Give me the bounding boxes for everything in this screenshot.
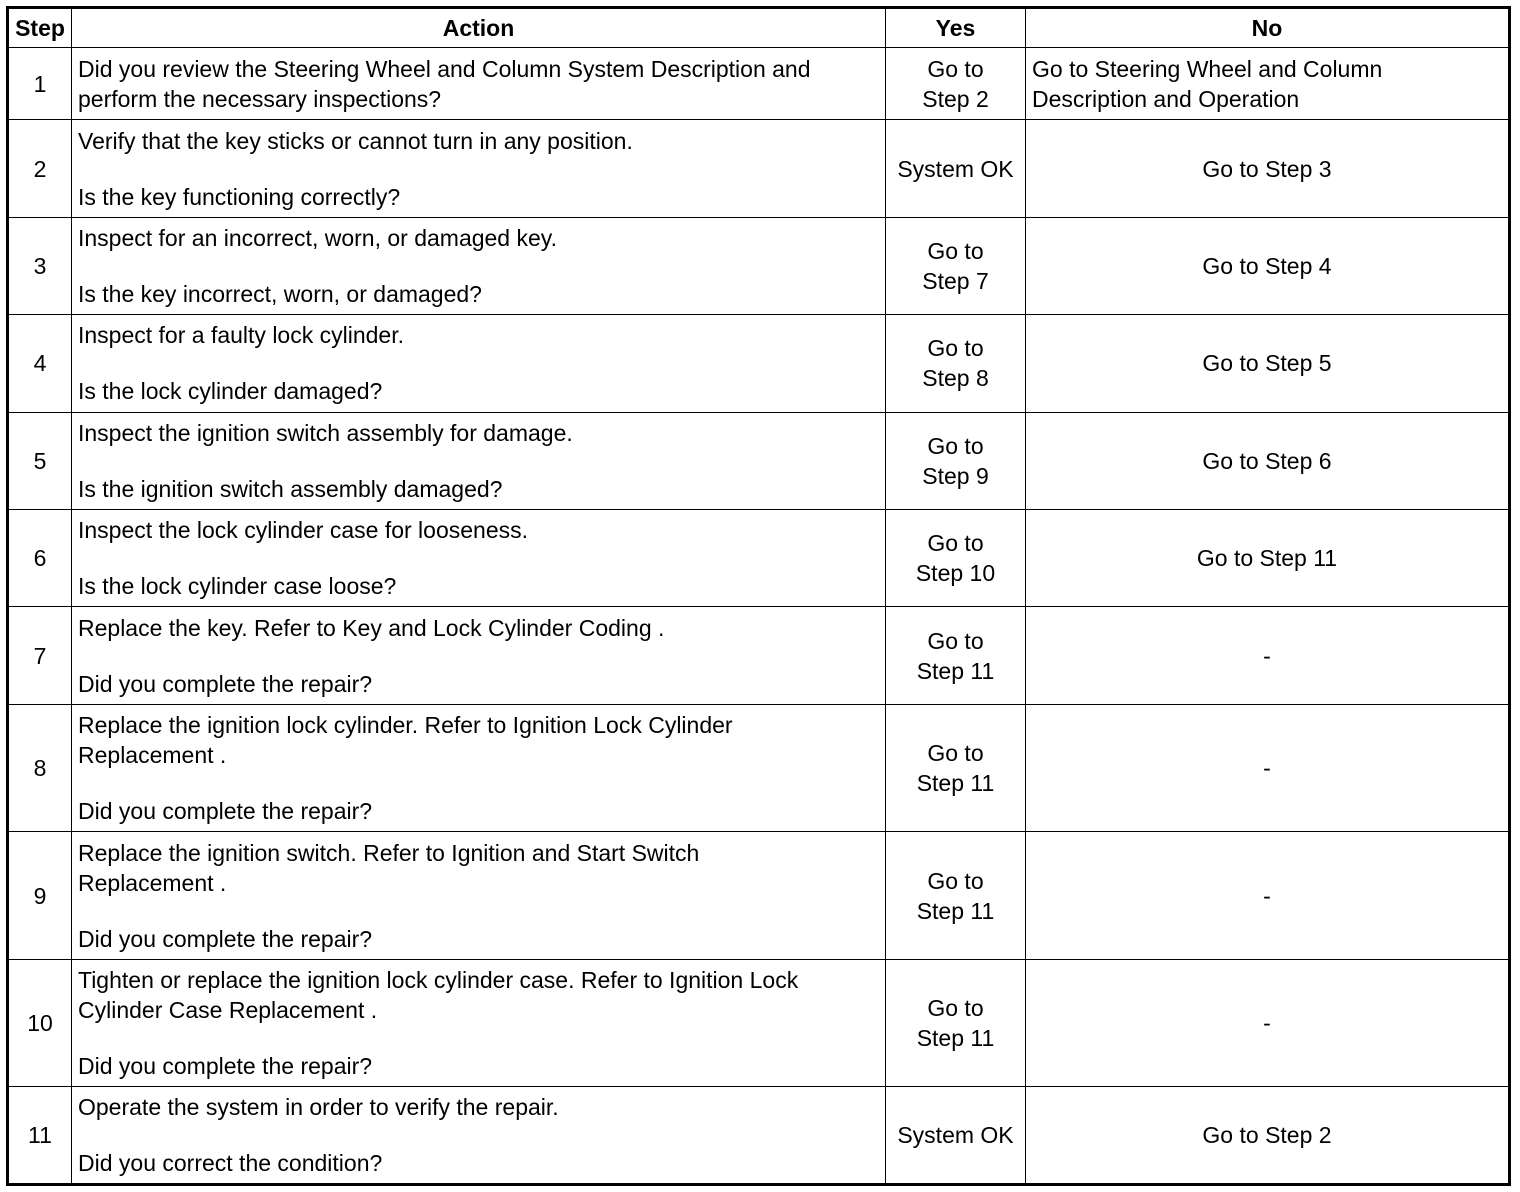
no-text: Go to Step 5 xyxy=(1202,350,1332,377)
no-cell xyxy=(1026,1087,1510,1185)
yes-text: Step 9 xyxy=(922,462,989,489)
yes-text: Go to xyxy=(927,867,984,894)
action-question: Is the ignition switch assembly damaged? xyxy=(78,475,503,502)
no-cell xyxy=(1026,607,1510,704)
yes-text: Step 11 xyxy=(916,897,995,924)
action-question: Did you correct the condition? xyxy=(78,1150,383,1177)
action-cell xyxy=(72,412,886,509)
table-row xyxy=(8,217,1510,314)
action-question: Is the lock cylinder damaged? xyxy=(78,378,383,405)
action-cell xyxy=(72,48,886,120)
action-text: Cylinder Case Replacement . xyxy=(78,997,378,1024)
action-text: perform the necessary inspections? xyxy=(78,85,442,112)
step-number: 10 xyxy=(8,959,72,1087)
table-row xyxy=(8,607,1510,704)
yes-cell xyxy=(886,704,1026,832)
no-text: - xyxy=(1263,642,1271,669)
action-cell xyxy=(72,704,886,832)
yes-text: Go to xyxy=(927,335,984,362)
action-cell xyxy=(72,120,886,217)
step-number: 4 xyxy=(8,315,72,412)
no-text: - xyxy=(1263,882,1271,909)
no-text: - xyxy=(1263,755,1271,782)
no-text: Description and Operation xyxy=(1032,85,1300,112)
action-question: Did you complete the repair? xyxy=(78,925,373,952)
no-text: Go to Steering Wheel and Column xyxy=(1032,55,1383,82)
diagnostic-table xyxy=(6,6,1511,1186)
action-text: Replacement . xyxy=(78,742,227,769)
action-text: Replace the ignition switch. Refer to Ignition and Start Switch xyxy=(78,839,700,866)
action-question: Did you complete the repair? xyxy=(78,670,373,697)
step-number: 2 xyxy=(8,120,72,217)
no-cell xyxy=(1026,412,1510,509)
no-text: Go to Step 3 xyxy=(1202,155,1332,182)
header-no: No xyxy=(1026,8,1510,48)
yes-text: Step 11 xyxy=(916,657,995,684)
yes-text: Step 11 xyxy=(916,1025,995,1052)
action-question: Did you complete the repair? xyxy=(78,1053,373,1080)
table-row xyxy=(8,412,1510,509)
no-text: Go to Step 11 xyxy=(1196,545,1338,572)
action-cell xyxy=(72,959,886,1087)
header-action: Action xyxy=(72,8,886,48)
yes-text: Go to xyxy=(927,740,984,767)
table-row xyxy=(8,1087,1510,1185)
yes-cell xyxy=(886,959,1026,1087)
action-cell xyxy=(72,607,886,704)
yes-text: Go to xyxy=(927,530,984,557)
action-text: Inspect for an incorrect, worn, or damaged key. xyxy=(78,224,557,251)
table-row xyxy=(8,510,1510,607)
yes-text: Step 8 xyxy=(922,365,989,392)
table-row xyxy=(8,48,1510,120)
table-row xyxy=(8,704,1510,832)
yes-cell xyxy=(886,412,1026,509)
yes-text: Go to xyxy=(927,995,984,1022)
step-number: 8 xyxy=(8,704,72,832)
action-text: Verify that the key sticks or cannot turn in any position. xyxy=(78,127,633,154)
table-row xyxy=(8,120,1510,217)
action-text: Replacement . xyxy=(78,869,227,896)
no-cell xyxy=(1026,48,1510,120)
step-number: 5 xyxy=(8,412,72,509)
action-text: Did you review the Steering Wheel and Column System Description and xyxy=(78,55,811,82)
no-cell xyxy=(1026,510,1510,607)
no-text: Go to Step 2 xyxy=(1202,1122,1332,1149)
action-cell xyxy=(72,217,886,314)
yes-text: Go to xyxy=(927,237,984,264)
no-cell xyxy=(1026,959,1510,1087)
yes-cell xyxy=(886,607,1026,704)
action-cell xyxy=(72,1087,886,1185)
action-text: Operate the system in order to verify the repair. xyxy=(78,1094,559,1121)
header-step: Step xyxy=(8,8,72,48)
no-cell xyxy=(1026,315,1510,412)
no-cell xyxy=(1026,704,1510,832)
yes-text: Go to xyxy=(927,55,984,82)
action-cell xyxy=(72,510,886,607)
no-text: Go to Step 6 xyxy=(1202,447,1332,474)
yes-cell xyxy=(886,510,1026,607)
no-text: Go to Step 4 xyxy=(1202,252,1332,279)
step-number: 6 xyxy=(8,510,72,607)
no-cell xyxy=(1026,120,1510,217)
action-cell xyxy=(72,315,886,412)
yes-cell xyxy=(886,217,1026,314)
step-number: 11 xyxy=(8,1087,72,1185)
step-number: 9 xyxy=(8,832,72,960)
yes-cell xyxy=(886,48,1026,120)
yes-cell xyxy=(886,832,1026,960)
yes-text: Step 10 xyxy=(915,560,996,587)
yes-text: Step 11 xyxy=(916,770,995,797)
action-question: Is the key incorrect, worn, or damaged? xyxy=(78,280,482,307)
yes-text: Step 7 xyxy=(922,267,989,294)
action-cell xyxy=(72,832,886,960)
step-number: 7 xyxy=(8,607,72,704)
header-row xyxy=(8,8,1510,48)
table-row xyxy=(8,315,1510,412)
yes-text: System OK xyxy=(897,155,1014,182)
yes-cell xyxy=(886,315,1026,412)
yes-cell xyxy=(886,120,1026,217)
no-text: - xyxy=(1263,1010,1271,1037)
action-text: Replace the ignition lock cylinder. Refer to Ignition Lock Cylinder xyxy=(78,712,733,739)
no-cell xyxy=(1026,217,1510,314)
table-row xyxy=(8,832,1510,960)
table-row xyxy=(8,959,1510,1087)
yes-text: Go to xyxy=(927,627,984,654)
action-question: Did you complete the repair? xyxy=(78,798,373,825)
step-number: 3 xyxy=(8,217,72,314)
action-text: Inspect for a faulty lock cylinder. xyxy=(78,322,404,349)
yes-text: Go to xyxy=(927,432,984,459)
action-question: Is the key functioning correctly? xyxy=(78,183,401,210)
yes-cell xyxy=(886,1087,1026,1185)
yes-text: System OK xyxy=(897,1122,1014,1149)
step-number: 1 xyxy=(8,48,72,120)
action-text: Inspect the ignition switch assembly for damage. xyxy=(78,419,573,446)
action-text: Tighten or replace the ignition lock cylinder case. Refer to Ignition Lock xyxy=(78,967,799,994)
action-question: Is the lock cylinder case loose? xyxy=(78,573,397,600)
action-text: Inspect the lock cylinder case for looseness. xyxy=(78,517,529,544)
action-text: Replace the key. Refer to Key and Lock Cylinder Coding . xyxy=(78,614,665,641)
yes-text: Step 2 xyxy=(922,85,989,112)
no-cell xyxy=(1026,832,1510,960)
header-yes: Yes xyxy=(886,8,1026,48)
